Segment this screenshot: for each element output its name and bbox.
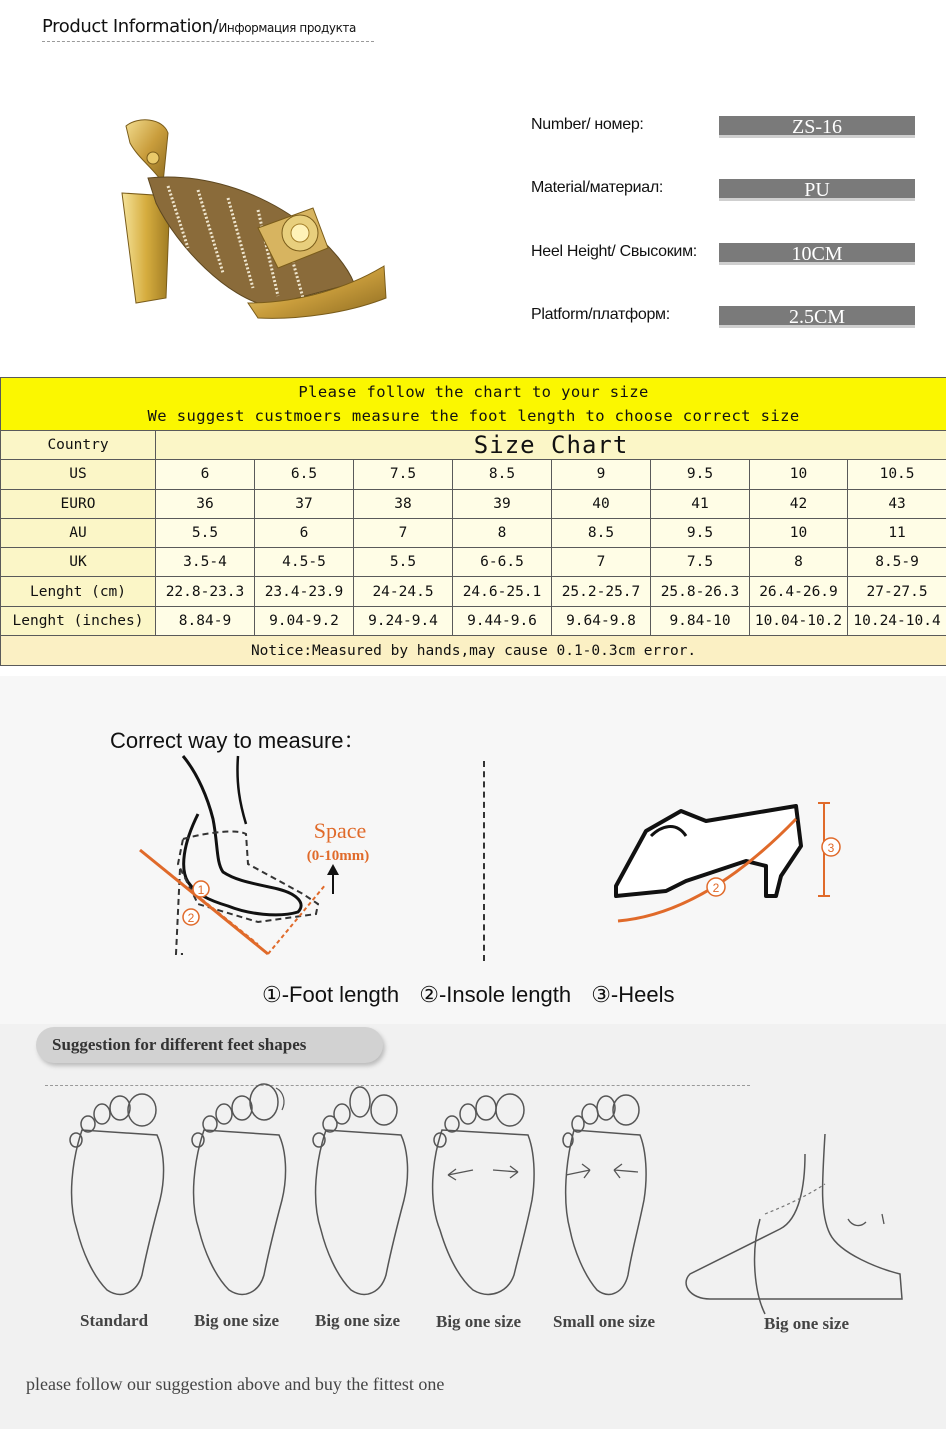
table-cell: 9 [552,460,651,489]
table-cell: 22.8-23.3 [156,577,255,606]
table-cell: 42 [750,489,848,518]
table-cell: 36 [156,489,255,518]
size-chart-header [1,431,946,460]
product-info-section [0,0,946,372]
table-cell: 23.4-23.9 [255,577,354,606]
legend-foot-length: ①-Foot length [262,982,400,1007]
legend-insole-length: ②-Insole length [419,982,572,1007]
table-cell: 9.5 [651,460,750,489]
table-cell: 4.5-5 [255,548,354,577]
foot-outline-icon [62,1080,172,1310]
marker-2: 2 [187,911,195,925]
table-cell: 8.5 [453,460,552,489]
table-cell: 9.04-9.2 [255,606,354,635]
marker-3: 3 [827,841,835,855]
legend-heels: ③-Heels [591,982,675,1007]
spec-value: PU [719,179,915,201]
table-cell: 24-24.5 [354,577,453,606]
table-cell: 7.5 [651,548,750,577]
banner-line-2: We suggest custmoers measure the foot length to choose correct size [147,407,800,425]
foot-outline-icon [306,1080,416,1310]
row-label: Lenght (cm) [1,577,156,606]
table-cell: 3.5-4 [156,548,255,577]
table-cell: 6 [255,518,354,547]
table-cell: 41 [651,489,750,518]
table-cell: 43 [848,489,946,518]
table-row [1,518,946,547]
product-info-title [42,16,356,37]
space-range: (0-10mm) [306,848,370,864]
spec-label: Number/ номер: [531,116,644,133]
foot-outline-icon [184,1080,294,1310]
row-label: Lenght (inches) [1,606,156,635]
row-label: EURO [1,489,156,518]
spec-row-platform [531,306,921,330]
table-cell: 9.44-9.6 [453,606,552,635]
country-header: Country [1,431,156,460]
table-row [1,548,946,577]
caption-big-one-size: Big one size [315,1311,400,1330]
spec-value: 2.5CM [719,306,915,328]
caption-big-one-size: Big one size [764,1314,849,1333]
heel-shoe-illustration [606,791,851,951]
measure-section [0,676,946,1024]
foot-measure-illustration [128,754,398,964]
table-cell: 37 [255,489,354,518]
shoe-product-photo [108,98,400,338]
caption-big-one-size: Big one size [436,1312,521,1331]
caption-standard: Standard [80,1311,149,1330]
row-label: US [1,460,156,489]
table-cell: 8 [750,548,848,577]
table-cell: 24.6-25.1 [453,577,552,606]
spec-row-number [531,116,921,140]
table-cell: 6-6.5 [453,548,552,577]
marker-2-shoe: 2 [712,881,720,895]
table-cell: 9.24-9.4 [354,606,453,635]
table-cell: 26.4-26.9 [750,577,848,606]
table-cell: 5.5 [354,548,453,577]
table-cell: 10 [750,518,848,547]
table-cell: 6.5 [255,460,354,489]
table-cell: 10.04-10.2 [750,606,848,635]
table-cell: 8 [453,518,552,547]
row-label: AU [1,518,156,547]
foot-outline-icon [552,1080,662,1310]
table-cell: 5.5 [156,518,255,547]
title-divider [42,41,374,42]
feet-shapes-heading: Suggestion for different feet shapes [36,1027,383,1063]
table-cell: 25.8-26.3 [651,577,750,606]
table-cell: 39 [453,489,552,518]
row-label: UK [1,548,156,577]
size-chart-title: Size Chart [156,431,946,460]
notice-row [1,636,946,666]
measure-title: Correct way to measure： [110,728,366,753]
table-cell: 8.84-9 [156,606,255,635]
banner-line-1: Please follow the chart to your size [298,383,649,401]
table-cell: 6 [156,460,255,489]
foot-outline-icon [428,1080,538,1310]
spec-label: Heel Height/ Свысоким: [531,243,697,260]
space-label: Space [313,818,367,843]
table-row [1,577,946,606]
product-info-title-en: Product Information/ [42,16,219,37]
table-cell: 7 [354,518,453,547]
product-info-title-ru: Информация продукта [218,21,356,35]
spec-label: Platform/платформ: [531,306,670,323]
table-cell: 7.5 [354,460,453,489]
notice-text: Notice:Measured by hands,may cause 0.1-0.3cm error. [1,636,946,666]
spec-value: ZS-16 [719,116,915,138]
table-row [1,606,946,635]
table-cell: 10 [750,460,848,489]
spec-value: 10CM [719,243,915,265]
table-cell: 11 [848,518,946,547]
table-cell: 27-27.5 [848,577,946,606]
table-cell: 10.5 [848,460,946,489]
spec-row-material [531,179,921,203]
measure-legend [262,982,688,1008]
feet-shapes-section [0,1024,946,1429]
table-cell: 40 [552,489,651,518]
size-chart-banner [1,378,946,431]
table-cell: 10.24-10.4 [848,606,946,635]
table-cell: 9.5 [651,518,750,547]
marker-1: 1 [197,883,205,897]
table-row [1,489,946,518]
table-cell: 38 [354,489,453,518]
table-cell: 8.5-9 [848,548,946,577]
measure-divider [483,761,485,961]
feet-shapes-footer: please follow our suggestion above and buy the fittest one [26,1374,445,1394]
spec-row-heel-height [531,243,921,267]
table-cell: 8.5 [552,518,651,547]
table-cell: 7 [552,548,651,577]
side-foot-icon [670,1124,920,1324]
table-cell: 25.2-25.7 [552,577,651,606]
size-chart-table [0,377,946,666]
table-row [1,460,946,489]
spec-label: Material/материал: [531,179,664,196]
caption-small-one-size: Small one size [553,1312,655,1331]
table-cell: 9.64-9.8 [552,606,651,635]
caption-big-one-size: Big one size [194,1311,279,1330]
table-cell: 9.84-10 [651,606,750,635]
